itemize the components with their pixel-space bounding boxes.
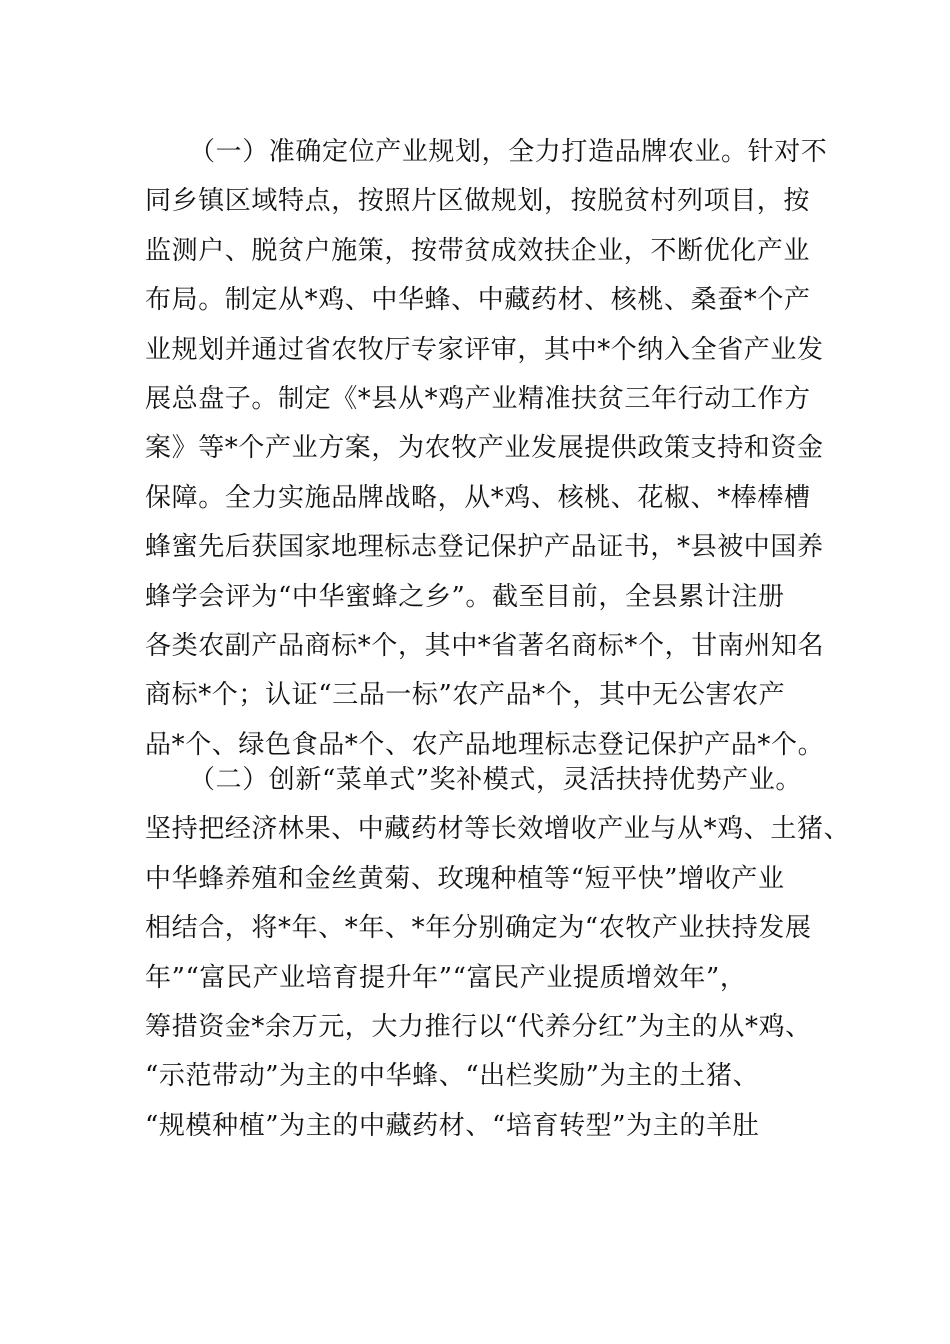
paragraph-line: 监测户、脱贫户施策，按带贫成效扶企业，不断优化产业 [145,235,811,266]
paragraph-line: 相结合，将*年、*年、*年分别确定为“农牧产业扶持发展 [145,913,812,944]
paragraph-line: （一）准确定位产业规划，全力打造品牌农业。针对不 [189,137,828,167]
paragraph-line: “示范带动”为主的中华蜂、“出栏奖励”为主的土猪、 [145,1061,760,1092]
paragraph-line: 蜂学会评为“中华蜜蜂之乡”。截至目前，全县累计注册 [145,581,785,612]
paragraph-line: 商标*个；认证“三品一标”农产品*个，其中无公害农产 [145,680,786,711]
paragraph-line: 案》等*个产业方案，为农牧产业发展提供政策支持和资金 [145,433,824,464]
paragraph-line: 同乡镇区域特点，按照片区做规划，按脱贫村列项目，按 [145,186,811,217]
paragraph-line: 蜂蜜先后获国家地理标志登记保护产品证书，*县被中国养 [145,532,824,563]
paragraph-line: 中华蜂养殖和金丝黄菊、玫瑰种植等“短平快”增收产业 [145,863,785,894]
paragraph-line: 各类农副产品商标*个，其中*省著名商标*个，甘南州知名 [145,630,825,661]
paragraph-line: 筹措资金*余万元，大力推行以“代养分红”为主的从*鸡、 [145,1011,812,1042]
paragraph-line: 年”“富民产业培育提升年”“富民产业提质增效年”， [145,962,747,993]
paragraph-line: 展总盘子。制定《*县从*鸡产业精准扶贫三年行动工作方 [145,383,811,414]
paragraph-line: 品*个、绿色食品*个、农产品地理标志登记保护产品*个。 [145,729,825,760]
paragraph-line: （二）创新“菜单式”奖补模式，灵活扶持优势产业。 [189,765,802,795]
paragraph-line: 坚持把经济林果、中藏药材等长效增收产业与从*鸡、土猪、 [145,814,851,845]
paragraph-2 [145,756,851,1151]
paragraph-line: 保障。全力实施品牌战略，从*鸡、核桃、花椒、*棒棒槽 [145,482,811,513]
paragraph-line: 业规划并通过省农牧厅专家评审，其中*个纳入全省产业发 [145,334,824,365]
paragraph-1 [145,128,828,770]
paragraph-line: 布局。制定从*鸡、中华蜂、中藏药材、核桃、桑蚕*个产 [145,285,811,316]
paragraph-line: “规模种植”为主的中藏药材、“培育转型”为主的羊肚 [145,1110,760,1141]
